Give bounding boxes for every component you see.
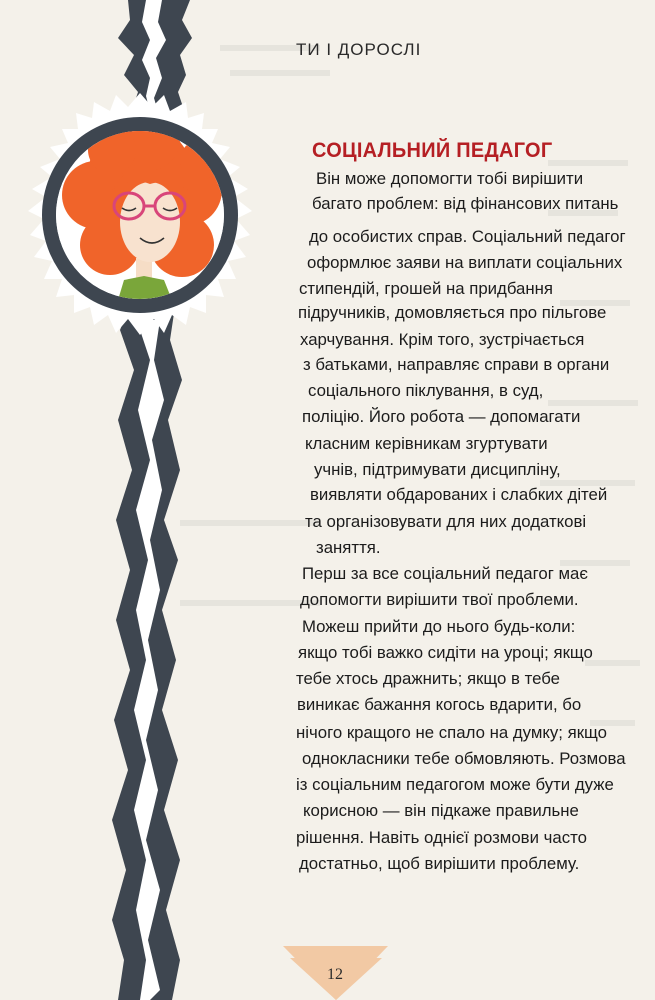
- text-line: стипендій, грошей на придбання: [299, 279, 554, 298]
- text-line: та організовувати для них додаткові: [305, 512, 587, 531]
- text-line: корисною — він підкаже правильне: [303, 801, 579, 820]
- text-line: нічого кращого не спало на думку; якщо: [296, 723, 607, 742]
- section-title: СОЦІАЛЬНИЙ ПЕДАГОГ: [312, 139, 553, 162]
- text-line: поліцію. Його робота — допомагати: [302, 407, 581, 426]
- text-line: оформлює заяви на виплати соціальних: [307, 253, 623, 272]
- page-number: 12: [327, 966, 343, 983]
- text-line: соціального піклування, в суд,: [308, 381, 544, 400]
- text-line: допомогти вирішити твої проблеми.: [300, 590, 579, 609]
- running-header: ТИ І ДОРОСЛІ: [296, 40, 422, 59]
- text-line: Перш за все соціальний педагог має: [302, 564, 588, 583]
- text-line: підручників, домовляється про пільгове: [298, 303, 607, 322]
- text-line: виявляти обдарованих і слабких дітей: [310, 485, 608, 504]
- text-line: достатньо, щоб вирішити проблему.: [299, 854, 580, 873]
- text-line: до особистих справ. Соціальний педагог: [309, 227, 626, 246]
- text-line: багато проблем: від фінансових питань: [312, 194, 619, 213]
- text-line: однокласники тебе обмовляють. Розмова: [302, 749, 626, 768]
- text-line: заняття.: [316, 538, 381, 557]
- text-line: Він може допомогти тобі вирішити: [316, 169, 584, 188]
- text-line: із соціальним педагогом може бути дуже: [296, 775, 614, 794]
- text-line: харчування. Крім того, зустрічається: [300, 330, 585, 349]
- text-line: класним керівникам згуртувати: [305, 434, 548, 453]
- text-line: з батьками, направляє справи в органи: [303, 355, 610, 374]
- text-line: учнів, підтримувати дисципліну,: [314, 460, 561, 479]
- text-line: якщо тобі важко сидіти на уроці; якщо: [298, 643, 593, 662]
- text-line: тебе хтось дражнить; якщо в тебе: [296, 669, 560, 688]
- text-line: рішення. Навіть однієї розмови часто: [296, 828, 587, 847]
- text-line: виникає бажання когось вдарити, бо: [297, 695, 582, 714]
- text-line: Можеш прийти до нього будь-коли:: [302, 617, 576, 636]
